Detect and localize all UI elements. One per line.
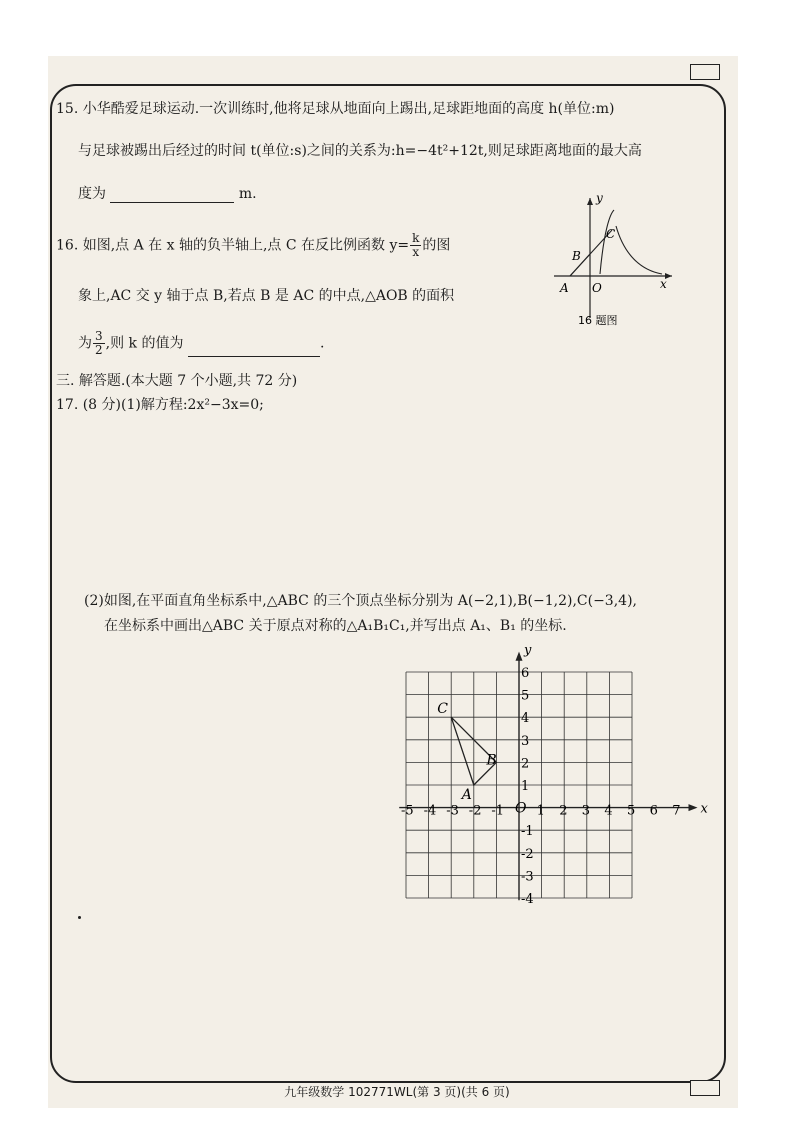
grid-y-tick: 2 [521,756,530,772]
q15-line1: 15. 小华酷爱足球运动.一次训练时,他将足球从地面向上踢出,足球距地面的高度 h(单位:m) [56,101,615,117]
grid-label-B: B [486,752,497,769]
stray-dot-mark [78,916,81,919]
grid-label-A: A [461,787,472,803]
q16-frac-den: x [412,245,420,259]
q16-figure [540,190,680,330]
q17-coordinate-grid [388,642,708,907]
grid-y-tick: -3 [521,869,534,885]
corner-mark-top [690,64,720,80]
q16-line2: 象上,AC 交 y 轴于点 B,若点 B 是 AC 的中点,△AOB 的面积 [78,288,455,304]
grid-x-tick: 3 [581,803,591,819]
grid-label-C: C [437,701,448,718]
q16-line3-prefix: 为 [78,335,92,352]
grid-x-tick: 6 [649,803,658,819]
grid-y-tick: 6 [521,666,530,681]
q16-caption: 16 题图 [578,314,618,327]
q15-line3 [78,185,257,203]
grid-x-tick: 2 [559,803,568,819]
section3-heading: 三. 解答题.(本大题 7 个小题,共 72 分) [56,373,298,389]
q15-line2: 与足球被踢出后经过的时间 t(单位:s)之间的关系为:h=−4t²+12t,则足球距离地面的最大高 [78,143,642,159]
q16-line1-suffix: 的图 [422,237,451,254]
q16-line1 [56,232,450,259]
grid-y-tick: 1 [521,779,530,794]
grid-axes [399,652,697,901]
q16-label-O: O [592,281,602,295]
grid-x-label: x [700,801,708,817]
grid-origin-label: O [515,800,527,817]
grid-y-tick: 4 [521,711,530,727]
grid-x-tick: -2 [468,803,482,819]
q15-line3-prefix: 度为 [78,186,106,202]
q16-y-label: y [596,191,603,205]
grid-x-tick: -1 [491,803,505,819]
q16-label-A: A [560,281,569,295]
q17-part2-line1: (2)如图,在平面直角坐标系中,△ABC 的三个顶点坐标分别为 A(−2,1),B(−1,2),C(−3,4), [84,593,637,609]
grid-x-tick: -3 [446,803,459,819]
q16-line3-end: . [319,335,325,352]
grid-x-tick: -4 [423,803,437,819]
grid-x-tick: 1 [536,803,545,819]
q16-line1-prefix: 16. 如图,点 A 在 x 轴的负半轴上,点 C 在反比例函数 y= [56,237,410,254]
grid-y-tick: -4 [521,892,534,907]
q15-answer-blank[interactable] [110,188,234,203]
q15-line3-suffix: m. [238,186,257,202]
q16-line3-suffix: ,则 k 的值为 [105,335,184,352]
q17-part1: 17. (8 分)(1)解方程:2x²−3x=0; [56,397,264,413]
q16-y-arrow [587,198,593,205]
q16-curve-right [616,226,662,274]
q16-curve-left [600,210,614,274]
grid-y-arrow [516,652,523,661]
q16-area-fraction [93,330,105,357]
q17-part2-line2: 在坐标系中画出△ABC 关于原点对称的△A₁B₁C₁,并写出点 A₁、B₁ 的坐标. [104,618,567,634]
q16-answer-blank[interactable] [188,342,320,357]
grid-y-tick: 3 [521,733,530,749]
grid-x-tick: 7 [672,803,681,819]
q16-area-num: 3 [95,329,103,343]
grid-y-tick: 5 [521,688,530,704]
q16-label-B: B [572,249,581,263]
grid-y-tick: -2 [521,846,534,862]
q16-line3 [78,330,324,357]
page-footer: 九年级数学 102771WL(第 3 页)(共 6 页) [284,1085,510,1099]
q16-area-den: 2 [95,343,103,357]
q16-function-fraction [410,232,421,259]
grid-x-tick: 4 [604,803,613,819]
grid-y-tick: -1 [521,824,534,840]
q16-frac-num: k [412,231,420,245]
grid-x-tick: -5 [401,803,414,819]
q16-x-label: x [660,277,667,291]
grid-x-tick: 5 [627,803,636,819]
grid-y-label: y [524,642,532,658]
q16-label-C: C [606,227,616,241]
